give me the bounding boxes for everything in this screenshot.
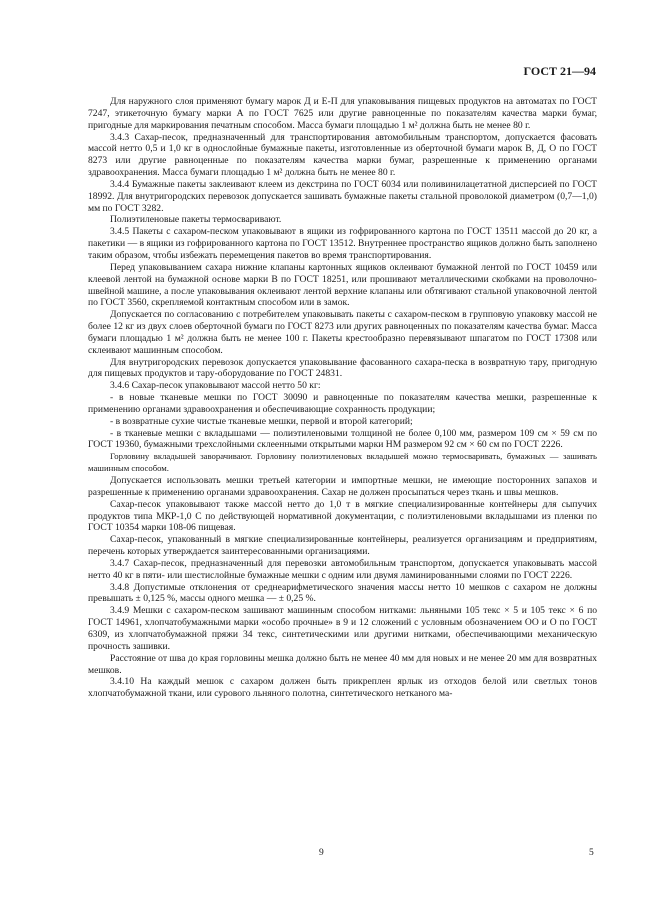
paragraph: 3.4.7 Сахар-песок, предназначенный для перевозки автомобильным транспортом, допускается упаковывать массой нетто 40 кг в пяти- или шестислойные бумажные мешки с одним или двумя ламинированными слоями по ГОСТ 2226.	[88, 557, 597, 581]
paragraph: Сахар-песок, упакованный в мягкие специализированные контейнеры, реализуется организациям и предприятиям, перечень которых утверждается заинтересованными организациями.	[88, 534, 597, 558]
paragraph: Горловину вкладышей заворачивают. Горловину полиэтиленовых вкладышей можно термосваривать, бумажных — зашивать машинным способом.	[88, 451, 597, 474]
paragraph: Перед упаковыванием сахара нижние клапаны картонных ящиков оклеивают бумажной лентой по ГОСТ 10459 или клеевой лентой на бумажной основе марки В по ГОСТ 18251, или прошивают металлическими скобками на проволочно-швейной машине, а после упаковывания оклеивают лентой верхние клапаны или обтягивают стальной упаковочной лентой по ГОСТ 3560, скрепляемой контактным способом или в замок.	[88, 261, 597, 309]
paragraph: 3.4.3 Сахар-песок, предназначенный для транспортирования автомобильным транспортом, допускается фасовать массой нетто 0,5 и 1,0 кг в однослойные бумажные пакеты, изготовленные из оберточной бумаги марок В, Д, О по ГОСТ 8273 или другие равноценные по показателям качества марки бумаг, разрешенные к применению органами здравоохранения. Масса бумаги площадью 1 м² должна быть не менее 80 г.	[88, 131, 597, 179]
paragraph: - в возвратные сухие чистые тканевые мешки, первой и второй категорий;	[110, 415, 413, 427]
paragraph: 3.4.6 Сахар-песок упаковывают массой нетто 50 кг:	[110, 380, 321, 392]
paragraph: Допускается использовать мешки третьей категории и импортные мешки, не имеющие посторонних запахов и разрешенные к применению органами здравоохранения. Сахар не должен просыпаться через ткань и швы мешков.	[88, 475, 597, 498]
page-number-right: 5	[589, 848, 594, 858]
paragraph: - в новые тканевые мешки по ГОСТ 30090 и равноценные по показателям качества мешки, разрешенные к применению органами здравоохранения и обеспечивающие сохранность продукции;	[88, 392, 597, 415]
paragraph: 3.4.9 Мешки с сахаром-песком зашивают машинным способом нитками: льняными 105 текс × 5 и 105 текс × 6 по ГОСТ 14961, хлопчатобумажными марки «особо прочные» в 9 и 12 сложений с условным обозначением ОО и О по ГОСТ 6309, из хлопчатобумажной пряжи 34 текс, синтетическими или другими нитками, обеспечивающими механическую прочность зашивки.	[88, 605, 597, 652]
paragraph: - в тканевые мешки с вкладышами — полиэтиленовыми толщиной не более 0,100 мм, размером 109 см × 59 см по ГОСТ 19360, бумажными трехслойными склеенными открытыми марки НМ размером 92 см × 60 см по ГОСТ 2226.	[88, 427, 597, 451]
paragraph: 3.4.8 Допустимые отклонения от среднеарифметического значения массы нетто 10 мешков с сахаром не должны превышать ± 0,125 %, массы одного мешка — ± 0,25 %.	[88, 581, 597, 605]
paragraph: 3.4.10 На каждый мешок с сахаром должен быть прикреплен ярлык из отходов белой или светлых тонов хлопчатобумажной ткани, или сурового льняного полотна, синтетического нетканого ма-	[88, 676, 597, 700]
document-header: ГОСТ 21—94	[523, 64, 596, 78]
paragraph: Допускается по согласованию с потребителем упаковывать пакеты с сахаром-песком в групповую упаковку массой не более 12 кг из двух слоев оберточной бумаги по ГОСТ 8273 или других равноценных по показателям качества бумаг. Масса бумаги площадью 1 м² должна быть не менее 100 г. Пакеты крестообразно перевязывают шпагатом по ГОСТ 17308 или склеивают машинным способом.	[88, 309, 597, 356]
paragraph: Полиэтиленовые пакеты термосваривают.	[110, 214, 282, 226]
paragraph: Сахар-песок упаковывают также массой нетто до 1,0 т в мягкие специализированные контейнеры для сыпучих продуктов типа МКР-1,0 С по действующей нормативной документации, с полиэтиленовыми вкладышами из пленки по ГОСТ 10354 марки 108-06 пищевая.	[88, 498, 597, 534]
document-body	[88, 96, 597, 700]
page-number-center: 9	[319, 848, 324, 858]
paragraph: Для внутригородских перевозок допускается упаковывание фасованного сахара-песка в возвратную тару, пригодную для пищевых продуктов и тару-оборудование по ГОСТ 24831.	[88, 356, 597, 380]
paragraph: Расстояние от шва до края горловины мешка должно быть не менее 40 мм для новых и не менее 20 мм для возвратных мешков.	[88, 652, 597, 676]
paragraph: 3.4.5 Пакеты с сахаром-песком упаковывают в ящики из гофрированного картона по ГОСТ 13511 массой до 20 кг, а пакетики — в ящики из гофрированного картона по ГОСТ 13512. Внутреннее пространство ящиков должно быть заполнено таким образом, чтобы избежать перемещения пакетов во время транспортирования.	[88, 226, 598, 261]
paragraph: 3.4.4 Бумажные пакеты заклеивают клеем из декстрина по ГОСТ 6034 или поливинилацетатной дисперсией по ГОСТ 18992. Для внутригородских перевозок допускается зашивать бумажные пакеты стальной проволокой диаметром (0,7—1,0) мм по ГОСТ 3282.	[88, 178, 597, 214]
paragraph: Для наружного слоя применяют бумагу марок Д и Е-П для упаковывания пищевых продуктов на автоматах по ГОСТ 7247, этикеточную бумагу марки А по ГОСТ 7625 или другие равноценные по показателям качества марки бумаг, пригодные для маркирования печатным способом. Масса бумаги площадью 1 м² должна быть не менее 80 г.	[88, 96, 597, 131]
